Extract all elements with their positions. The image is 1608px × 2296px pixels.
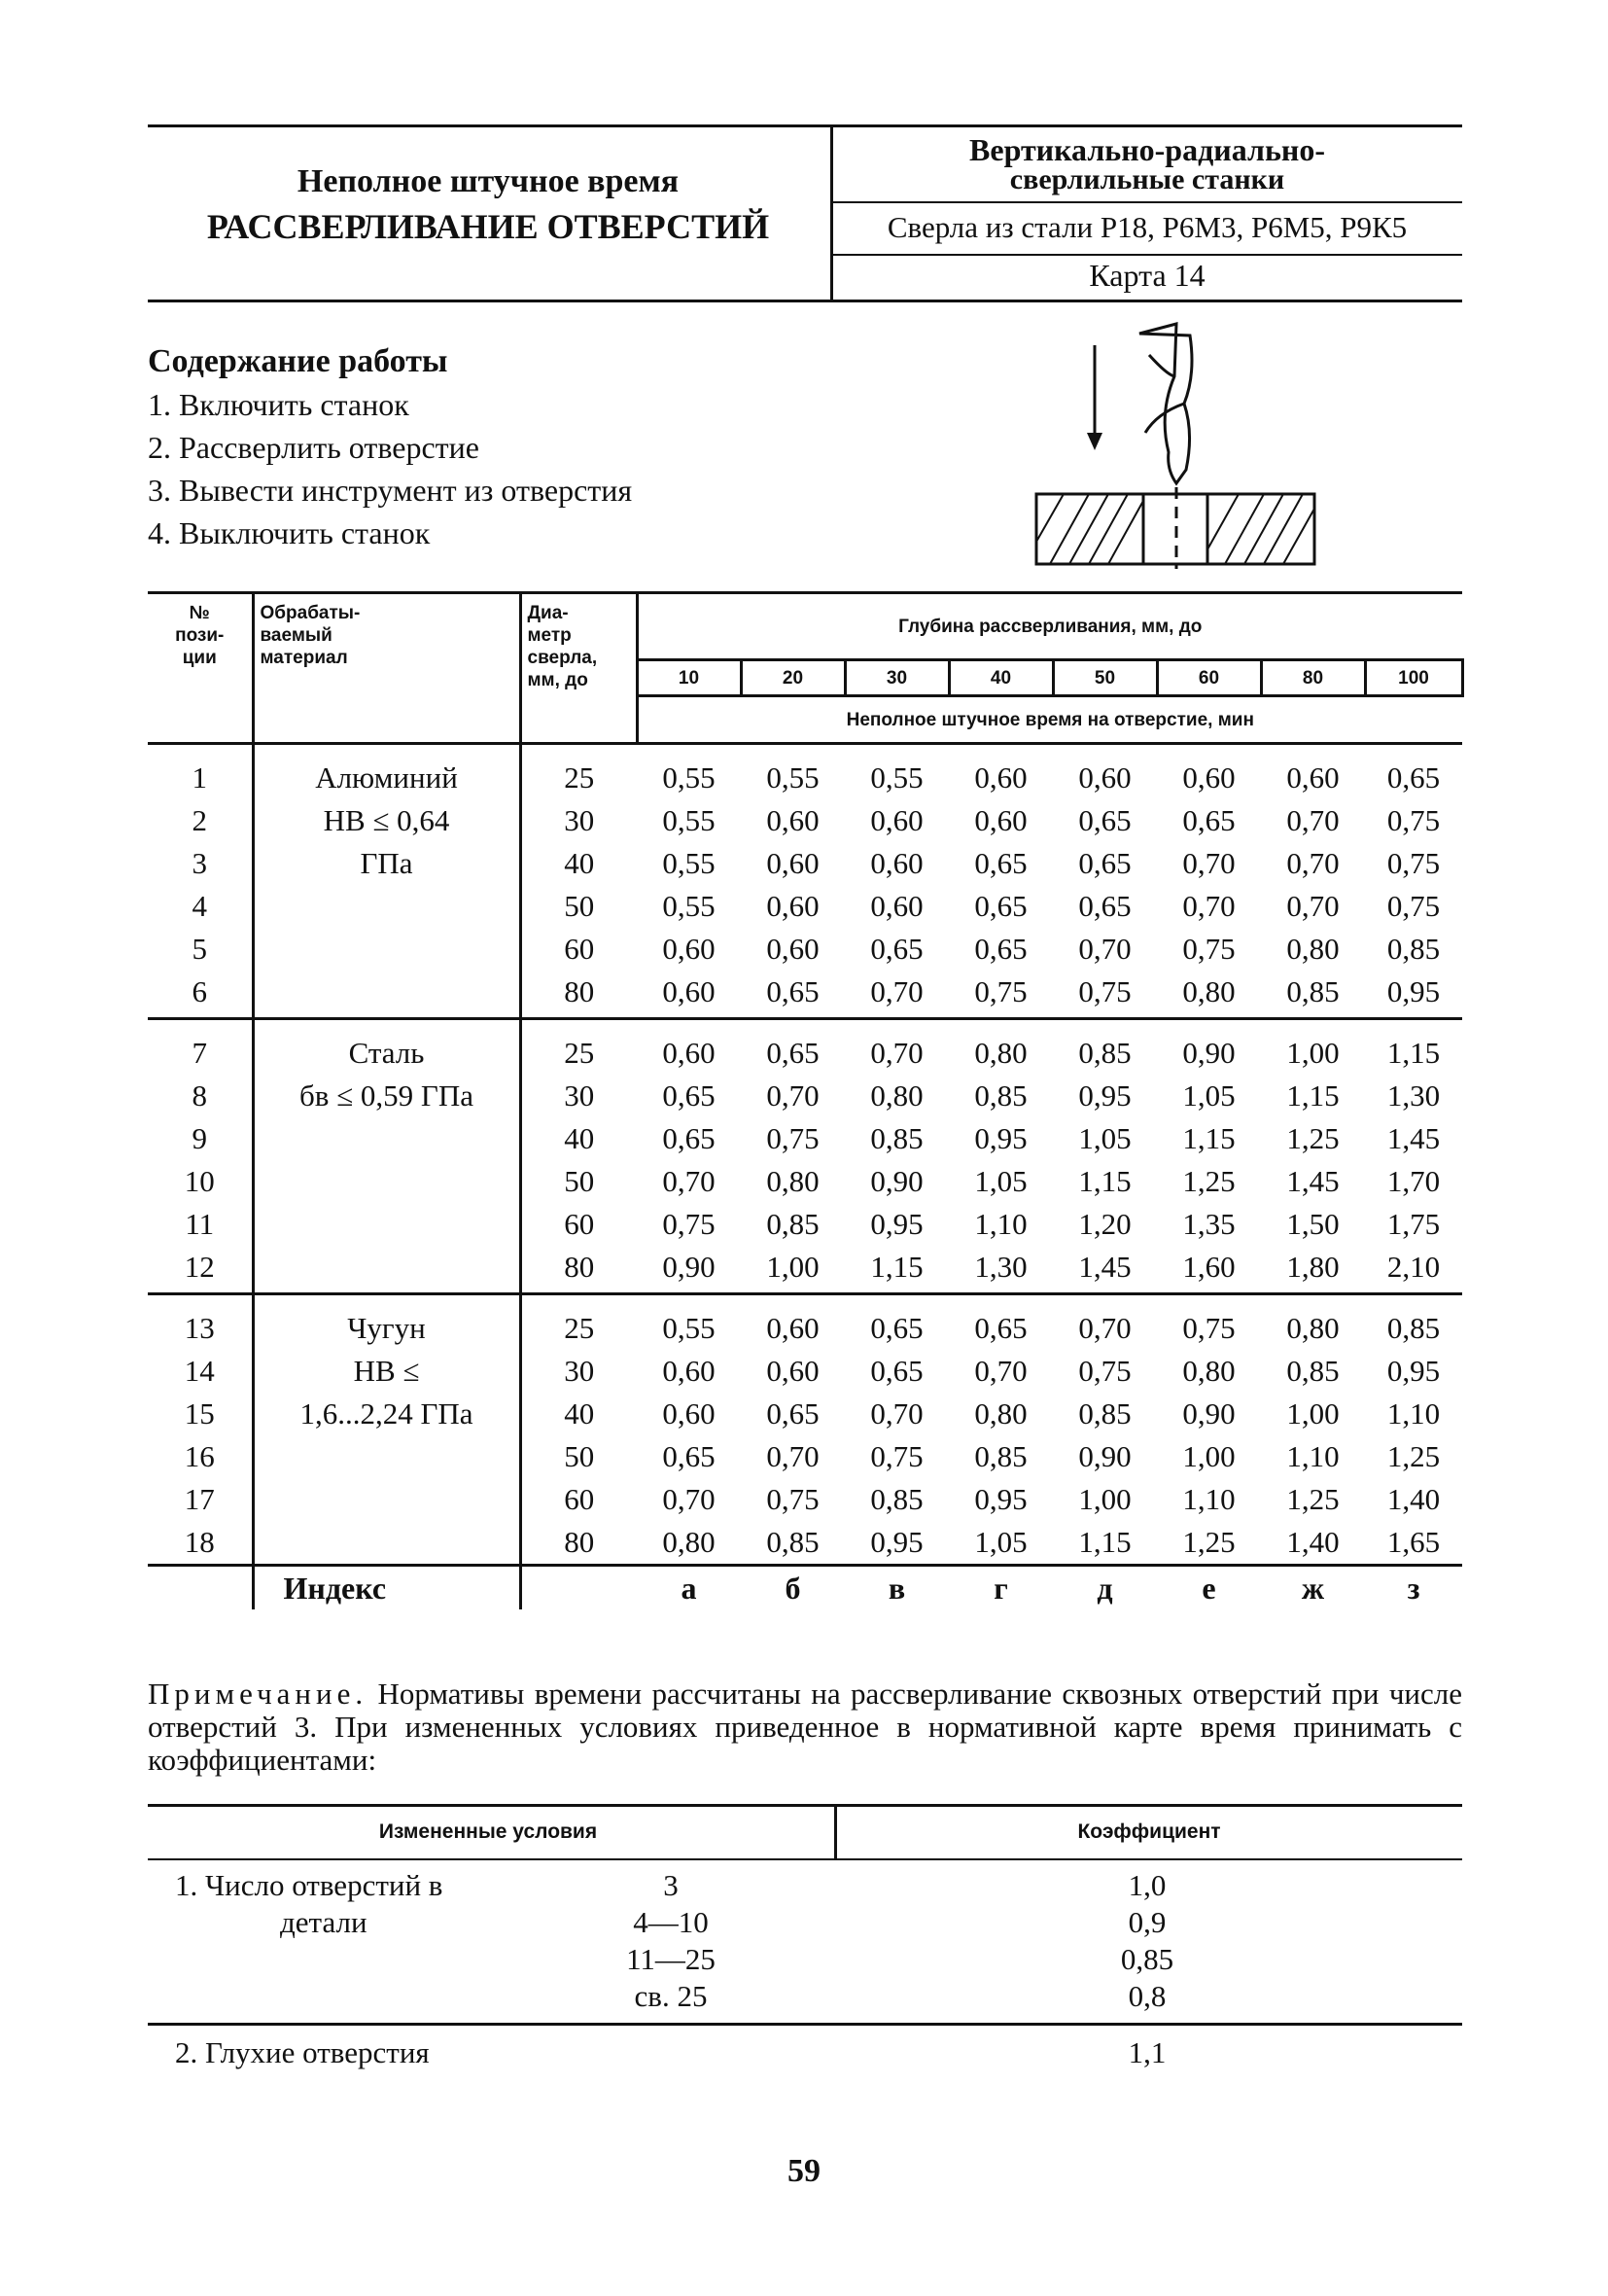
table-row [148, 1160, 1462, 1203]
time-value: 1,05 [1182, 1078, 1236, 1113]
time-value: 0,65 [974, 1311, 1028, 1345]
work-step: 1. Включить станок [148, 387, 409, 422]
header-bottom-rule [148, 300, 1462, 302]
time-value: 0,85 [1261, 971, 1365, 1019]
time-value: 0,65 [974, 846, 1028, 880]
time-value: 0,60 [974, 760, 1028, 795]
time-value: 1,45 [1386, 1121, 1441, 1155]
index-row [148, 1566, 1462, 1610]
table-row [148, 1521, 1462, 1566]
time-value: 0,65 [974, 889, 1028, 923]
diameter-value: 40 [564, 1121, 595, 1155]
time-value: 0,70 [662, 1482, 716, 1516]
diameter-value: 25 [564, 760, 595, 795]
time-value: 1,15 [1286, 1078, 1340, 1113]
coef-count-value: 3 [663, 1868, 679, 1902]
material-cell [253, 971, 520, 1019]
table-row [148, 1393, 1462, 1435]
position-number: 13 [148, 1294, 253, 1351]
depth-value: 80 [1261, 660, 1365, 696]
time-value: 1,10 [974, 1207, 1028, 1241]
col-diameter-header [520, 594, 637, 744]
time-value: 0,60 [637, 971, 741, 1019]
header-right-rule-2 [832, 254, 1462, 256]
time-value: 0,80 [662, 1525, 716, 1559]
position-number: 2 [148, 799, 253, 842]
table-row [148, 1350, 1462, 1393]
time-value: 0,70 [870, 1396, 924, 1431]
time-value: 0,95 [870, 1207, 924, 1241]
coef-value: 0,9 [1128, 1905, 1167, 1939]
time-value: 0,75 [662, 1207, 716, 1241]
time-value: 0,80 [870, 1078, 924, 1113]
time-value: 0,60 [870, 803, 924, 837]
time-value: 0,55 [662, 846, 716, 880]
time-value: 1,35 [1182, 1207, 1236, 1241]
depth-value: 60 [1157, 660, 1261, 696]
drill-material: Сверла из стали Р18, Р6М3, Р6М5, Р9К5 [887, 210, 1408, 244]
time-value: 0,75 [1078, 1354, 1132, 1388]
time-value: 1,40 [1386, 1482, 1441, 1516]
diameter-value: 30 [564, 803, 595, 837]
position-number: 6 [148, 971, 253, 1019]
table-row [148, 928, 1462, 971]
time-value: 0,85 [870, 1482, 924, 1516]
time-value: 0,85 [870, 1121, 924, 1155]
time-value: 0,95 [974, 1121, 1028, 1155]
table-row [148, 1435, 1462, 1478]
time-value: 0,85 [974, 1078, 1028, 1113]
header-text: материал [260, 648, 348, 668]
header-top-rule [148, 124, 1462, 127]
coef-count-value: 11—25 [626, 1942, 716, 1976]
time-value: 0,85 [1386, 1311, 1441, 1345]
coef-item1-label-cont: детали [280, 1905, 367, 1939]
machine-type-line2: сверлильные станки [1009, 163, 1285, 195]
material-cell [253, 1117, 520, 1160]
coef-value-header: Коэффициент [1077, 1820, 1221, 1843]
header-right-rule-1 [832, 201, 1462, 203]
time-value: 1,00 [741, 1246, 845, 1294]
diameter-value: 60 [564, 1207, 595, 1241]
diameter-value: 50 [564, 1164, 595, 1198]
time-value: 0,80 [1286, 1311, 1340, 1345]
diameter-value: 80 [564, 1525, 595, 1559]
header-title: Неполное штучное время [297, 163, 680, 199]
time-value: 1,80 [1261, 1246, 1365, 1294]
material-cell: Сталь [253, 1019, 520, 1076]
time-value: 0,65 [870, 1354, 924, 1388]
coef-mid-rule [148, 2023, 1462, 2026]
time-norms-table [148, 594, 1464, 1609]
time-value: 1,00 [1286, 1036, 1340, 1070]
depth-title: Глубина рассверливания, мм, до [898, 616, 1203, 637]
coef-header-rule [148, 1858, 1462, 1860]
time-value: 0,65 [1078, 846, 1132, 880]
work-step: 2. Рассверлить отверстие [148, 430, 479, 465]
time-value: 0,65 [1182, 803, 1236, 837]
index-value: в [845, 1566, 949, 1610]
time-value: 0,65 [766, 1036, 820, 1070]
time-value: 0,70 [1078, 932, 1132, 966]
index-value: г [949, 1566, 1053, 1610]
time-value: 0,70 [662, 1164, 716, 1198]
position-number: 8 [148, 1075, 253, 1117]
time-value: 1,60 [1157, 1246, 1261, 1294]
time-value: 0,65 [766, 1396, 820, 1431]
time-value: 1,45 [1286, 1164, 1340, 1198]
depth-value: 50 [1053, 660, 1157, 696]
time-value: 0,90 [1182, 1396, 1236, 1431]
time-value: 0,95 [974, 1482, 1028, 1516]
time-value: 1,20 [1078, 1207, 1132, 1241]
time-value: 0,90 [637, 1246, 741, 1294]
coef-count-value: св. 25 [634, 1979, 708, 2013]
time-value: 0,60 [766, 932, 820, 966]
time-value: 1,75 [1386, 1207, 1441, 1241]
index-value: а [637, 1566, 741, 1610]
material-cell: Алюминий [253, 744, 520, 800]
work-step: 3. Вывести инструмент из отверстия [148, 473, 633, 508]
time-value: 0,85 [1286, 1354, 1340, 1388]
work-title: Содержание работы [148, 343, 448, 379]
time-value: 0,80 [1157, 971, 1261, 1019]
material-cell: НВ ≤ 0,64 [253, 799, 520, 842]
page-number: 59 [787, 2153, 821, 2189]
material-cell [253, 928, 520, 971]
time-value: 1,10 [1386, 1396, 1441, 1431]
diameter-value: 60 [564, 932, 595, 966]
diameter-value: 50 [564, 889, 595, 923]
time-value: 1,45 [1053, 1246, 1157, 1294]
time-value: 0,80 [1182, 1354, 1236, 1388]
note [148, 1678, 1462, 1777]
time-value: 1,30 [1386, 1078, 1441, 1113]
time-value: 0,60 [870, 846, 924, 880]
time-value: 0,60 [766, 1311, 820, 1345]
diameter-value: 60 [564, 1482, 595, 1516]
time-value: 0,85 [766, 1207, 820, 1241]
position-number: 15 [148, 1393, 253, 1435]
material-cell [253, 1203, 520, 1246]
diameter-value: 30 [564, 1354, 595, 1388]
time-value: 0,60 [662, 1354, 716, 1388]
time-value: 0,65 [1078, 803, 1132, 837]
time-value: 0,85 [766, 1525, 820, 1559]
time-value: 0,85 [1078, 1036, 1132, 1070]
time-value: 0,55 [766, 760, 820, 795]
time-value: 0,65 [870, 1311, 924, 1345]
time-value: 0,70 [1078, 1311, 1132, 1345]
header-text: Обрабаты- [260, 603, 361, 623]
time-value: 0,85 [1078, 1396, 1132, 1431]
depth-value: 20 [741, 660, 845, 696]
position-number: 14 [148, 1350, 253, 1393]
time-value: 0,70 [870, 1036, 924, 1070]
time-value: 0,80 [1286, 932, 1340, 966]
time-value: 0,75 [766, 1482, 820, 1516]
time-value: 1,15 [1078, 1164, 1132, 1198]
header-text: пози- [175, 625, 225, 646]
time-value: 1,65 [1386, 1525, 1441, 1559]
table-row [148, 971, 1462, 1019]
coef-value: 1,0 [1128, 1868, 1167, 1902]
time-value: 1,25 [1286, 1121, 1340, 1155]
position-number: 5 [148, 928, 253, 971]
diameter-value: 40 [564, 846, 595, 880]
material-cell: ГПа [253, 842, 520, 885]
time-value: 1,05 [974, 1525, 1028, 1559]
time-value: 0,70 [1286, 846, 1340, 880]
index-value: д [1053, 1566, 1157, 1610]
depth-value: 40 [949, 660, 1053, 696]
material-cell [253, 1521, 520, 1566]
index-spacer [148, 1566, 253, 1610]
time-label: Неполное штучное время на отверстие, мин [637, 696, 1462, 744]
header-text: мм, до [527, 670, 588, 690]
coef-table-top-rule [148, 1804, 1462, 1807]
depth-value: 100 [1365, 660, 1462, 696]
depth-value: 30 [845, 660, 949, 696]
table-row [148, 842, 1462, 885]
time-value: 0,65 [1078, 889, 1132, 923]
time-value: 1,00 [1182, 1439, 1236, 1473]
time-value: 0,75 [1182, 1311, 1236, 1345]
position-number: 11 [148, 1203, 253, 1246]
col-position-header [148, 594, 253, 744]
time-value: 0,65 [662, 1121, 716, 1155]
time-value: 0,60 [1286, 760, 1340, 795]
time-value: 1,30 [949, 1246, 1053, 1294]
time-value: 0,75 [870, 1439, 924, 1473]
time-value: 0,55 [662, 889, 716, 923]
time-value: 0,85 [974, 1439, 1028, 1473]
time-value: 1,05 [974, 1164, 1028, 1198]
col-material-header [253, 594, 520, 744]
time-value: 0,70 [766, 1078, 820, 1113]
time-value: 0,65 [662, 1078, 716, 1113]
time-value: 0,65 [870, 932, 924, 966]
table-row [148, 1478, 1462, 1521]
time-value: 0,60 [1182, 760, 1236, 795]
coef-conditions-header: Измененные условия [378, 1820, 598, 1843]
coef-count-value: 4—10 [633, 1905, 709, 1939]
position-number: 12 [148, 1246, 253, 1294]
index-value: е [1157, 1566, 1261, 1610]
material-cell [253, 1435, 520, 1478]
time-value: 0,75 [1386, 803, 1441, 837]
table-row [148, 1294, 1462, 1351]
position-number: 10 [148, 1160, 253, 1203]
header-text: ции [182, 648, 217, 668]
diameter-value: 80 [520, 1246, 637, 1294]
time-value: 0,60 [766, 889, 820, 923]
table-row [148, 1203, 1462, 1246]
header-text: Диа- [527, 603, 569, 623]
time-value: 1,25 [1182, 1525, 1236, 1559]
table-header-row [148, 594, 1462, 660]
table-row [148, 744, 1462, 800]
position-number: 1 [148, 744, 253, 800]
depth-value: 10 [637, 660, 741, 696]
diameter-value: 30 [564, 1078, 595, 1113]
material-cell: 1,6...2,24 ГПа [253, 1393, 520, 1435]
index-spacer [520, 1566, 637, 1610]
time-value: 0,60 [766, 803, 820, 837]
diameter-value: 40 [564, 1396, 595, 1431]
work-step: 4. Выключить станок [148, 515, 431, 550]
header-text: ваемый [260, 625, 332, 646]
time-value: 1,15 [1182, 1121, 1236, 1155]
table-row [148, 1246, 1462, 1294]
time-value: 0,55 [870, 760, 924, 795]
time-value: 1,05 [1078, 1121, 1132, 1155]
time-value: 0,80 [974, 1396, 1028, 1431]
position-number: 18 [148, 1521, 253, 1566]
index-value: б [741, 1566, 845, 1610]
index-label: Индекс [253, 1566, 520, 1610]
table-row [148, 1019, 1462, 1076]
diameter-value: 50 [564, 1439, 595, 1473]
time-value: 0,70 [845, 971, 949, 1019]
time-value: 1,25 [1182, 1164, 1236, 1198]
time-value: 0,60 [662, 1396, 716, 1431]
material-cell: бв ≤ 0,59 ГПа [253, 1075, 520, 1117]
time-value: 0,75 [1182, 932, 1236, 966]
time-value: 0,95 [1365, 971, 1462, 1019]
time-value: 1,15 [845, 1246, 949, 1294]
time-value: 0,70 [974, 1354, 1028, 1388]
time-value: 0,75 [1053, 971, 1157, 1019]
material-cell [253, 1246, 520, 1294]
time-value: 1,15 [1078, 1525, 1132, 1559]
table-row [148, 885, 1462, 928]
position-number: 4 [148, 885, 253, 928]
header-text: сверла, [527, 648, 598, 668]
time-value: 1,10 [1286, 1439, 1340, 1473]
card-number: Карта 14 [1089, 258, 1206, 293]
time-value: 0,60 [974, 803, 1028, 837]
position-number: 7 [148, 1019, 253, 1076]
header-text: метр [527, 625, 572, 646]
header-subtitle: РАССВЕРЛИВАНИЕ ОТВЕРСТИЙ [206, 207, 770, 246]
time-value: 0,55 [662, 803, 716, 837]
material-cell: НВ ≤ [253, 1350, 520, 1393]
time-value: 1,15 [1386, 1036, 1441, 1070]
time-value: 0,65 [662, 1439, 716, 1473]
time-value: 0,90 [1078, 1439, 1132, 1473]
material-cell [253, 1478, 520, 1521]
machine-type-line1: Вертикально-радиально- [969, 132, 1325, 167]
time-value: 0,95 [1078, 1078, 1132, 1113]
position-number: 3 [148, 842, 253, 885]
time-value: 1,70 [1386, 1164, 1441, 1198]
position-number: 9 [148, 1117, 253, 1160]
time-value: 0,95 [1386, 1354, 1441, 1388]
diameter-value: 25 [564, 1036, 595, 1070]
work-content [148, 340, 632, 554]
time-value: 0,60 [870, 889, 924, 923]
time-value: 0,75 [1386, 846, 1441, 880]
time-value: 0,60 [662, 932, 716, 966]
time-value: 1,10 [1182, 1482, 1236, 1516]
time-value: 0,60 [1078, 760, 1132, 795]
diameter-value: 80 [520, 971, 637, 1019]
material-cell: Чугун [253, 1294, 520, 1351]
time-value: 0,60 [766, 846, 820, 880]
time-value: 0,75 [766, 1121, 820, 1155]
time-value: 0,75 [1386, 889, 1441, 923]
time-value: 0,55 [662, 760, 716, 795]
note-text: Нормативы времени рассчитаны на рассверливание сквозных отверстий при числе отверстий 3. При измененных условиях приведенное в нормативной карте время принимать с коэффициентами: [148, 1677, 1462, 1777]
header-text: № [189, 603, 210, 623]
drill-diagram-icon [1031, 316, 1322, 569]
time-value: 1,25 [1286, 1482, 1340, 1516]
time-value: 0,85 [1386, 932, 1441, 966]
time-value: 1,50 [1286, 1207, 1340, 1241]
time-value: 0,80 [974, 1036, 1028, 1070]
time-value: 0,95 [870, 1525, 924, 1559]
material-cell [253, 885, 520, 928]
time-value: 0,65 [1386, 760, 1441, 795]
time-value: 0,60 [662, 1036, 716, 1070]
time-value: 0,70 [1182, 846, 1236, 880]
time-value: 0,65 [974, 932, 1028, 966]
time-value: 2,10 [1365, 1246, 1462, 1294]
table-row [148, 1117, 1462, 1160]
time-value: 1,00 [1078, 1482, 1132, 1516]
coef-value: 0,8 [1128, 1979, 1167, 2013]
time-value: 0,90 [1182, 1036, 1236, 1070]
time-value: 1,00 [1286, 1396, 1340, 1431]
time-value: 0,80 [766, 1164, 820, 1198]
diameter-value: 25 [564, 1311, 595, 1345]
time-value: 0,70 [1286, 889, 1340, 923]
position-number: 16 [148, 1435, 253, 1478]
index-value: з [1365, 1566, 1462, 1610]
time-value: 0,75 [949, 971, 1053, 1019]
time-value: 0,70 [1286, 803, 1340, 837]
time-value: 1,40 [1286, 1525, 1340, 1559]
material-cell [253, 1160, 520, 1203]
table-row [148, 799, 1462, 842]
time-value: 0,90 [870, 1164, 924, 1198]
time-value: 0,70 [766, 1439, 820, 1473]
coef-value: 1,1 [1128, 2035, 1167, 2069]
coef-item1-label: 1. Число отверстий в [175, 1868, 443, 1902]
note-label: Примечание. [148, 1677, 368, 1711]
index-value: ж [1261, 1566, 1365, 1610]
coef-value: 0,85 [1120, 1942, 1174, 1976]
coef-item2-label: 2. Глухие отверстия [175, 2035, 430, 2069]
time-value: 0,55 [662, 1311, 716, 1345]
time-value: 1,25 [1386, 1439, 1441, 1473]
position-number: 17 [148, 1478, 253, 1521]
time-value: 0,65 [741, 971, 845, 1019]
time-value: 0,70 [1182, 889, 1236, 923]
time-value: 0,60 [766, 1354, 820, 1388]
table-row [148, 1075, 1462, 1117]
